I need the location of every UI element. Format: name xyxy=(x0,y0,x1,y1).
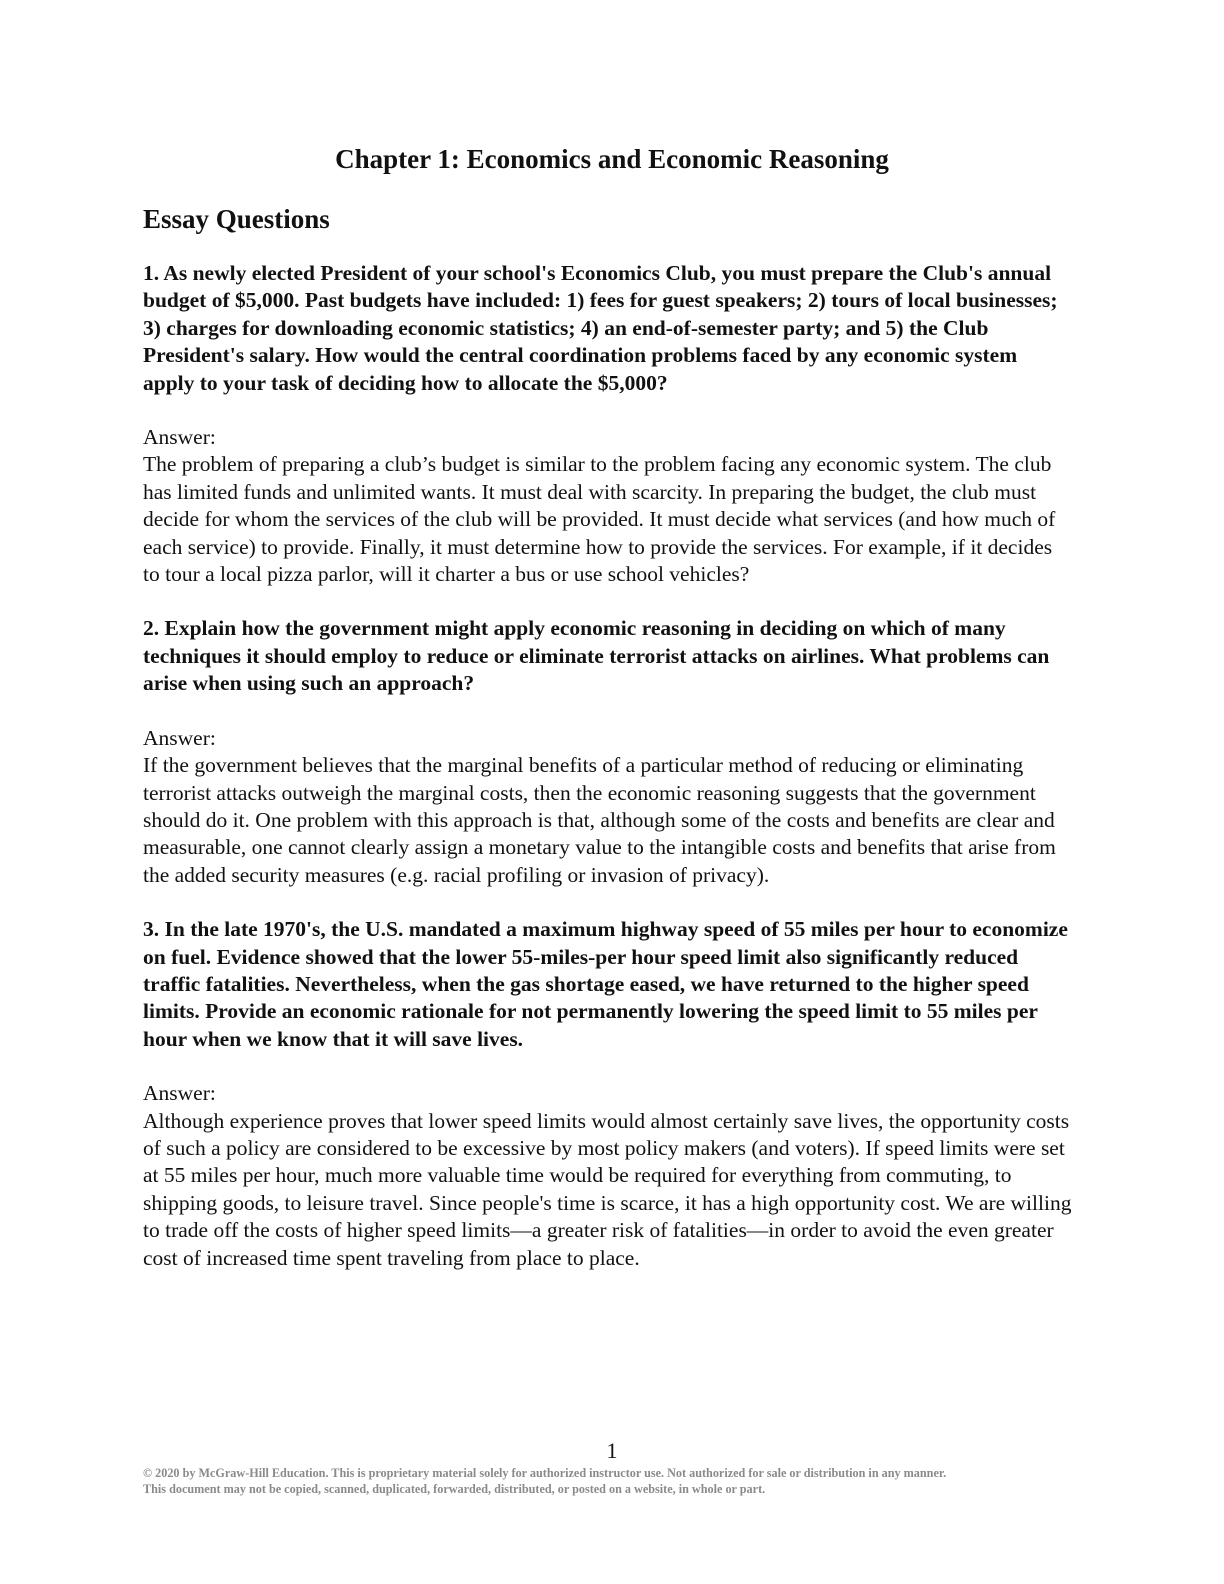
question-block-1 xyxy=(143,260,1073,615)
footer-restriction-line: This document may not be copied, scanned, duplicated, forwarded, distributed, or posted on a website, in whole or part. xyxy=(143,1482,766,1496)
question-text: 3. In the late 1970's, the U.S. mandated a maximum highway speed of 55 miles per hour to economize on fuel. Evidence showed that the lower 55-miles-per hour speed limit also significantly reduced traffic fatalities. Nevertheless, when the gas shortage eased, we have returned to the higher speed limits. Provide an economic rationale for not permanently lowering the speed limit to 55 miles per hour when we know that it will save lives. xyxy=(143,917,1068,1051)
answer-label: Answer: xyxy=(143,425,216,450)
question-block-3 xyxy=(143,916,1073,1272)
answer-text: Although experience proves that lower speed limits would almost certainly save lives, the opportunity costs of such a policy are considered to be excessive by most policy makers (and voters). If speed limits were set at 55 miles per hour, much more valuable time would be required for everything from commuting, to shipping goods, to leisure travel. Since people's time is scarce, it has a high opportunity cost. We are willing to trade off the costs of higher speed limits—a greater risk of fatalities—in order to avoid the even greater cost of increased time spent traveling from place to place. xyxy=(143,1108,1072,1270)
question-text: 2. Explain how the government might apply economic reasoning in deciding on which of many techniques it should employ to reduce or eliminate terrorist attacks on airlines. What problems can arise when using such an approach? xyxy=(143,616,1050,696)
question-text: 1. As newly elected President of your school's Economics Club, you must prepare the Club's annual budget of $5,000. Past budgets have included: 1) fees for guest speakers; 2) tours of local businesses; 3) charges for downloading economic statistics; 4) an end-of-semester party; and 5) the Club President's salary. How would the central coordination problems faced by any economic system apply to your task of deciding how to allocate the $5,000? xyxy=(143,261,1058,395)
page-title: Chapter 1: Economics and Economic Reasoning xyxy=(335,144,889,174)
answer-label: Answer: xyxy=(143,725,216,750)
page-number: 1 xyxy=(606,1438,618,1463)
essay-questions-list xyxy=(143,260,1073,1272)
copyright-footer xyxy=(143,1465,1103,1497)
question-block-2 xyxy=(143,615,1073,916)
footer-copyright-line: © 2020 by McGraw-Hill Education. This is proprietary material solely for authorized instructor use. Not authorized for sale or distribution in any manner. xyxy=(143,1466,947,1480)
answer-text: The problem of preparing a club’s budget is similar to the problem facing any economic system. The club has limited funds and unlimited wants. It must deal with scarcity. In preparing the budget, the club must decide for whom the services of the club will be provided. It must decide what services (and how much of each service) to provide. Finally, it must determine how to provide the services. For example, if it decides to tour a local pizza parlor, will it charter a bus or use school vehicles? xyxy=(143,452,1056,587)
answer-label: Answer: xyxy=(143,1081,216,1106)
answer-text: If the government believes that the marginal benefits of a particular method of reducing or eliminating terrorist attacks outweigh the marginal costs, then the economic reasoning suggests that the government should do it. One problem with this approach is that, although some of the costs and benefits are clear and measurable, one cannot clearly assign a monetary value to the intangible costs and benefits that arise from the added security measures (e.g. racial profiling or invasion of privacy). xyxy=(143,753,1056,887)
section-heading: Essay Questions xyxy=(143,204,330,234)
